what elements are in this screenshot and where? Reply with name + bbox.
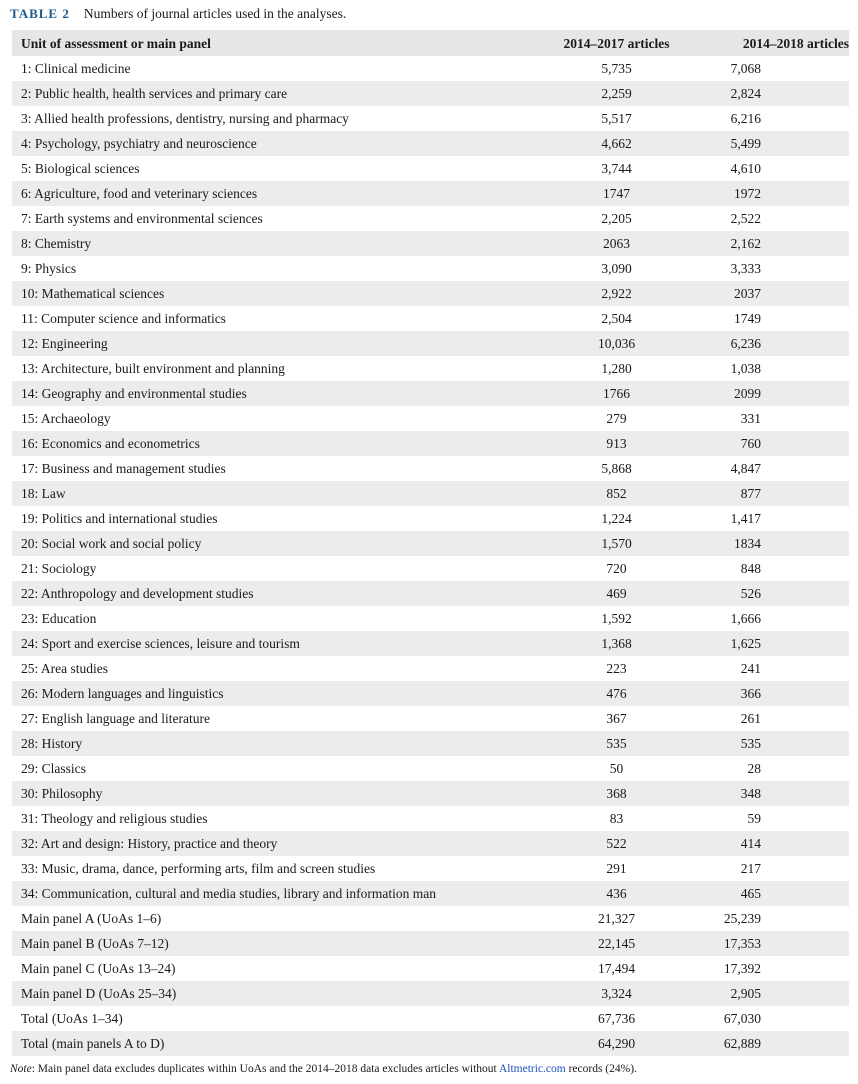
- articles-2014-2018-cell: 1749: [734, 311, 761, 326]
- articles-2014-2018-cell: 760: [740, 436, 761, 451]
- articles-2014-2018-cell: 3,333: [730, 261, 761, 276]
- table-row: [12, 156, 849, 181]
- articles-2014-2018-cell: 241: [740, 661, 761, 676]
- articles-2014-2018-cell: 1,417: [730, 511, 761, 526]
- articles-2014-2017-cell: 535: [606, 736, 627, 751]
- articles-2014-2018-cell: 67,030: [723, 1011, 761, 1026]
- unit-name-cell: 12: Engineering: [21, 336, 108, 351]
- table-row: [12, 56, 849, 81]
- unit-name-cell: 2: Public health, health services and primary care: [21, 86, 288, 101]
- articles-2014-2017-cell: 2,205: [601, 211, 632, 226]
- articles-2014-2018-cell: 4,610: [730, 161, 761, 176]
- column-header-2014-2017: 2014–2017 articles: [544, 30, 689, 56]
- articles-2014-2018-cell: 2,162: [730, 236, 761, 251]
- unit-name-cell: 8: Chemistry: [21, 236, 92, 251]
- table-row: [12, 931, 849, 956]
- table-row: [12, 356, 849, 381]
- table-row: [12, 981, 849, 1006]
- unit-name-cell: Main panel A (UoAs 1–6): [21, 911, 162, 926]
- table-row: [12, 881, 849, 906]
- articles-2014-2017-cell: 1747: [603, 186, 630, 201]
- altmetric-link[interactable]: Altmetric.com: [498, 1063, 566, 1075]
- table-row: [12, 531, 849, 556]
- unit-name-cell: 26: Modern languages and linguistics: [21, 686, 224, 701]
- unit-name-cell: 3: Allied health professions, dentistry, nursing and pharmacy: [21, 111, 349, 126]
- table-row: [12, 331, 849, 356]
- articles-2014-2018-cell: 6,216: [730, 111, 761, 126]
- table-row: [12, 1031, 849, 1056]
- articles-2014-2017-cell: 1,592: [601, 611, 632, 626]
- articles-2014-2017-cell: 22,145: [597, 936, 636, 951]
- unit-name-cell: 5: Biological sciences: [21, 161, 140, 176]
- table-row: [12, 706, 849, 731]
- unit-name-cell: 17: Business and management studies: [21, 461, 226, 476]
- articles-2014-2018-cell: 2,522: [730, 211, 761, 226]
- table-row: [12, 431, 849, 456]
- articles-2014-2017-cell: 2,259: [601, 86, 632, 101]
- articles-2014-2018-cell: 848: [740, 561, 761, 576]
- table-row: [12, 306, 849, 331]
- unit-name-cell: Main panel C (UoAs 13–24): [21, 961, 176, 976]
- unit-name-cell: 1: Clinical medicine: [21, 61, 131, 76]
- articles-2014-2018-cell: 25,239: [723, 911, 761, 926]
- unit-name-cell: 19: Politics and international studies: [21, 511, 218, 526]
- articles-2014-2018-cell: 217: [740, 861, 761, 876]
- unit-name-cell: 30: Philosophy: [21, 786, 103, 801]
- articles-2014-2017-cell: 2,922: [601, 286, 632, 301]
- unit-name-cell: Total (UoAs 1–34): [21, 1011, 123, 1026]
- articles-2014-2018-cell: 28: [747, 761, 761, 776]
- articles-2014-2017-cell: 368: [606, 786, 627, 801]
- unit-name-cell: 4: Psychology, psychiatry and neuroscience: [21, 136, 257, 151]
- unit-name-cell: 16: Economics and econometrics: [21, 436, 200, 451]
- table-row: [12, 556, 849, 581]
- articles-2014-2017-cell: 5,735: [601, 61, 632, 76]
- articles-2014-2017-cell: 21,327: [597, 911, 636, 926]
- articles-2014-2017-cell: 367: [606, 711, 627, 726]
- articles-2014-2018-cell: 526: [740, 586, 761, 601]
- table-row: [12, 656, 849, 681]
- column-header-2014-2018: 2014–2018 articles: [689, 30, 849, 56]
- articles-2014-2018-cell: 17,353: [723, 936, 761, 951]
- articles-2014-2018-cell: 348: [740, 786, 761, 801]
- unit-name-cell: 20: Social work and social policy: [21, 536, 202, 551]
- articles-2014-2017-cell: 223: [606, 661, 627, 676]
- table-row: [12, 606, 849, 631]
- table-row: [12, 506, 849, 531]
- table-row: [12, 856, 849, 881]
- table-row: [12, 731, 849, 756]
- table-row: [12, 456, 849, 481]
- articles-table: [12, 30, 849, 1056]
- unit-name-cell: Main panel B (UoAs 7–12): [21, 936, 169, 951]
- articles-2014-2017-cell: 1766: [603, 386, 630, 401]
- table-row: [12, 406, 849, 431]
- table-note: [10, 1063, 637, 1075]
- unit-name-cell: 27: English language and literature: [21, 711, 210, 726]
- articles-2014-2017-cell: 522: [606, 836, 627, 851]
- articles-2014-2018-cell: 414: [740, 836, 761, 851]
- unit-name-cell: 28: History: [21, 736, 83, 751]
- table-row: [12, 381, 849, 406]
- articles-2014-2018-cell: 1,038: [730, 361, 761, 376]
- table-row: [12, 81, 849, 106]
- column-header-unit: Unit of assessment or main panel: [12, 30, 544, 56]
- unit-name-cell: 33: Music, drama, dance, performing arts, film and screen studies: [21, 861, 376, 876]
- articles-2014-2018-cell: 2,905: [730, 986, 761, 1001]
- unit-name-cell: Main panel D (UoAs 25–34): [21, 986, 177, 1001]
- unit-name-cell: 31: Theology and religious studies: [21, 811, 208, 826]
- articles-2014-2017-cell: 67,736: [597, 1011, 636, 1026]
- articles-2014-2018-cell: 1972: [734, 186, 761, 201]
- articles-2014-2017-cell: 476: [606, 686, 627, 701]
- unit-name-cell: 18: Law: [21, 486, 66, 501]
- table-row: [12, 631, 849, 656]
- unit-name-cell: 11: Computer science and informatics: [21, 311, 226, 326]
- unit-name-cell: 23: Education: [21, 611, 97, 626]
- articles-2014-2017-cell: 1,224: [601, 511, 632, 526]
- articles-2014-2017-cell: 64,290: [597, 1036, 636, 1051]
- table-row: [12, 106, 849, 131]
- articles-2014-2017-cell: 50: [609, 761, 624, 776]
- articles-2014-2018-cell: 2099: [734, 386, 761, 401]
- table-row: [12, 256, 849, 281]
- articles-2014-2018-cell: 6,236: [730, 336, 761, 351]
- table-header-row: [12, 30, 849, 56]
- articles-2014-2018-cell: 17,392: [723, 961, 761, 976]
- unit-name-cell: 15: Archaeology: [21, 411, 111, 426]
- note-text-after: records (24%).: [565, 1063, 637, 1075]
- articles-2014-2018-cell: 1,666: [730, 611, 761, 626]
- articles-2014-2017-cell: 5,517: [601, 111, 632, 126]
- table-row: [12, 1006, 849, 1031]
- articles-2014-2018-cell: 7,068: [730, 61, 761, 76]
- unit-name-cell: 22: Anthropology and development studies: [21, 586, 254, 601]
- table-row: [12, 181, 849, 206]
- articles-2014-2017-cell: 279: [606, 411, 627, 426]
- unit-name-cell: 25: Area studies: [21, 661, 108, 676]
- unit-name-cell: 32: Art and design: History, practice and theory: [21, 836, 278, 851]
- articles-2014-2017-cell: 2063: [603, 236, 630, 251]
- articles-2014-2018-cell: 4,847: [730, 461, 761, 476]
- articles-2014-2018-cell: 261: [740, 711, 761, 726]
- table-row: [12, 206, 849, 231]
- table-row: [12, 131, 849, 156]
- articles-2014-2017-cell: 3,090: [601, 261, 632, 276]
- articles-2014-2017-cell: 1,570: [601, 536, 632, 551]
- table-label: TABLE 2: [10, 6, 70, 21]
- articles-2014-2018-cell: 535: [740, 736, 761, 751]
- table-row: [12, 806, 849, 831]
- unit-name-cell: 21: Sociology: [21, 561, 97, 576]
- table-row: [12, 481, 849, 506]
- unit-name-cell: 9: Physics: [21, 261, 77, 276]
- articles-2014-2018-cell: 877: [740, 486, 761, 501]
- articles-2014-2018-cell: 331: [740, 411, 761, 426]
- table-row: [12, 581, 849, 606]
- unit-name-cell: 34: Communication, cultural and media studies, library and information man: [21, 886, 437, 901]
- articles-2014-2017-cell: 852: [606, 486, 627, 501]
- table-row: [12, 956, 849, 981]
- articles-2014-2018-cell: 366: [740, 686, 761, 701]
- unit-name-cell: 7: Earth systems and environmental sciences: [21, 211, 263, 226]
- articles-2014-2018-cell: 1834: [734, 536, 761, 551]
- articles-2014-2018-cell: 465: [740, 886, 761, 901]
- articles-2014-2017-cell: 83: [609, 811, 624, 826]
- table-caption: [10, 4, 346, 24]
- articles-2014-2018-cell: 2037: [734, 286, 761, 301]
- unit-name-cell: 13: Architecture, built environment and planning: [21, 361, 285, 376]
- articles-2014-2017-cell: 5,868: [601, 461, 632, 476]
- articles-2014-2017-cell: 469: [606, 586, 627, 601]
- articles-2014-2017-cell: 3,744: [601, 161, 632, 176]
- table-row: [12, 831, 849, 856]
- table-title: Numbers of journal articles used in the analyses.: [83, 6, 347, 21]
- articles-2014-2017-cell: 2,504: [601, 311, 632, 326]
- articles-2014-2018-cell: 59: [747, 811, 761, 826]
- articles-2014-2017-cell: 436: [606, 886, 627, 901]
- articles-2014-2018-cell: 62,889: [723, 1036, 761, 1051]
- table-row: [12, 681, 849, 706]
- articles-2014-2017-cell: 1,280: [601, 361, 632, 376]
- articles-2014-2017-cell: 913: [606, 436, 627, 451]
- unit-name-cell: Total (main panels A to D): [21, 1036, 165, 1051]
- articles-2014-2018-cell: 2,824: [730, 86, 761, 101]
- table-row: [12, 281, 849, 306]
- articles-2014-2017-cell: 17,494: [597, 961, 636, 976]
- table-row: [12, 231, 849, 256]
- table-row: [12, 781, 849, 806]
- table-row: [12, 906, 849, 931]
- table-body: [12, 56, 849, 1056]
- articles-2014-2018-cell: 5,499: [730, 136, 761, 151]
- articles-2014-2017-cell: 1,368: [601, 636, 632, 651]
- unit-name-cell: 14: Geography and environmental studies: [21, 386, 247, 401]
- articles-2014-2017-cell: 3,324: [601, 986, 632, 1001]
- unit-name-cell: 6: Agriculture, food and veterinary sciences: [21, 186, 258, 201]
- note-label: Note: [10, 1063, 32, 1075]
- articles-2014-2018-cell: 1,625: [730, 636, 761, 651]
- unit-name-cell: 10: Mathematical sciences: [21, 286, 165, 301]
- articles-2014-2017-cell: 720: [606, 561, 627, 576]
- articles-2014-2017-cell: 291: [606, 861, 627, 876]
- articles-2014-2017-cell: 10,036: [597, 336, 636, 351]
- unit-name-cell: 29: Classics: [21, 761, 86, 776]
- unit-name-cell: 24: Sport and exercise sciences, leisure and tourism: [21, 636, 300, 651]
- note-text-before: : Main panel data excludes duplicates within UoAs and the 2014–2018 data excludes articles without: [31, 1063, 499, 1075]
- table-row: [12, 756, 849, 781]
- articles-2014-2017-cell: 4,662: [601, 136, 632, 151]
